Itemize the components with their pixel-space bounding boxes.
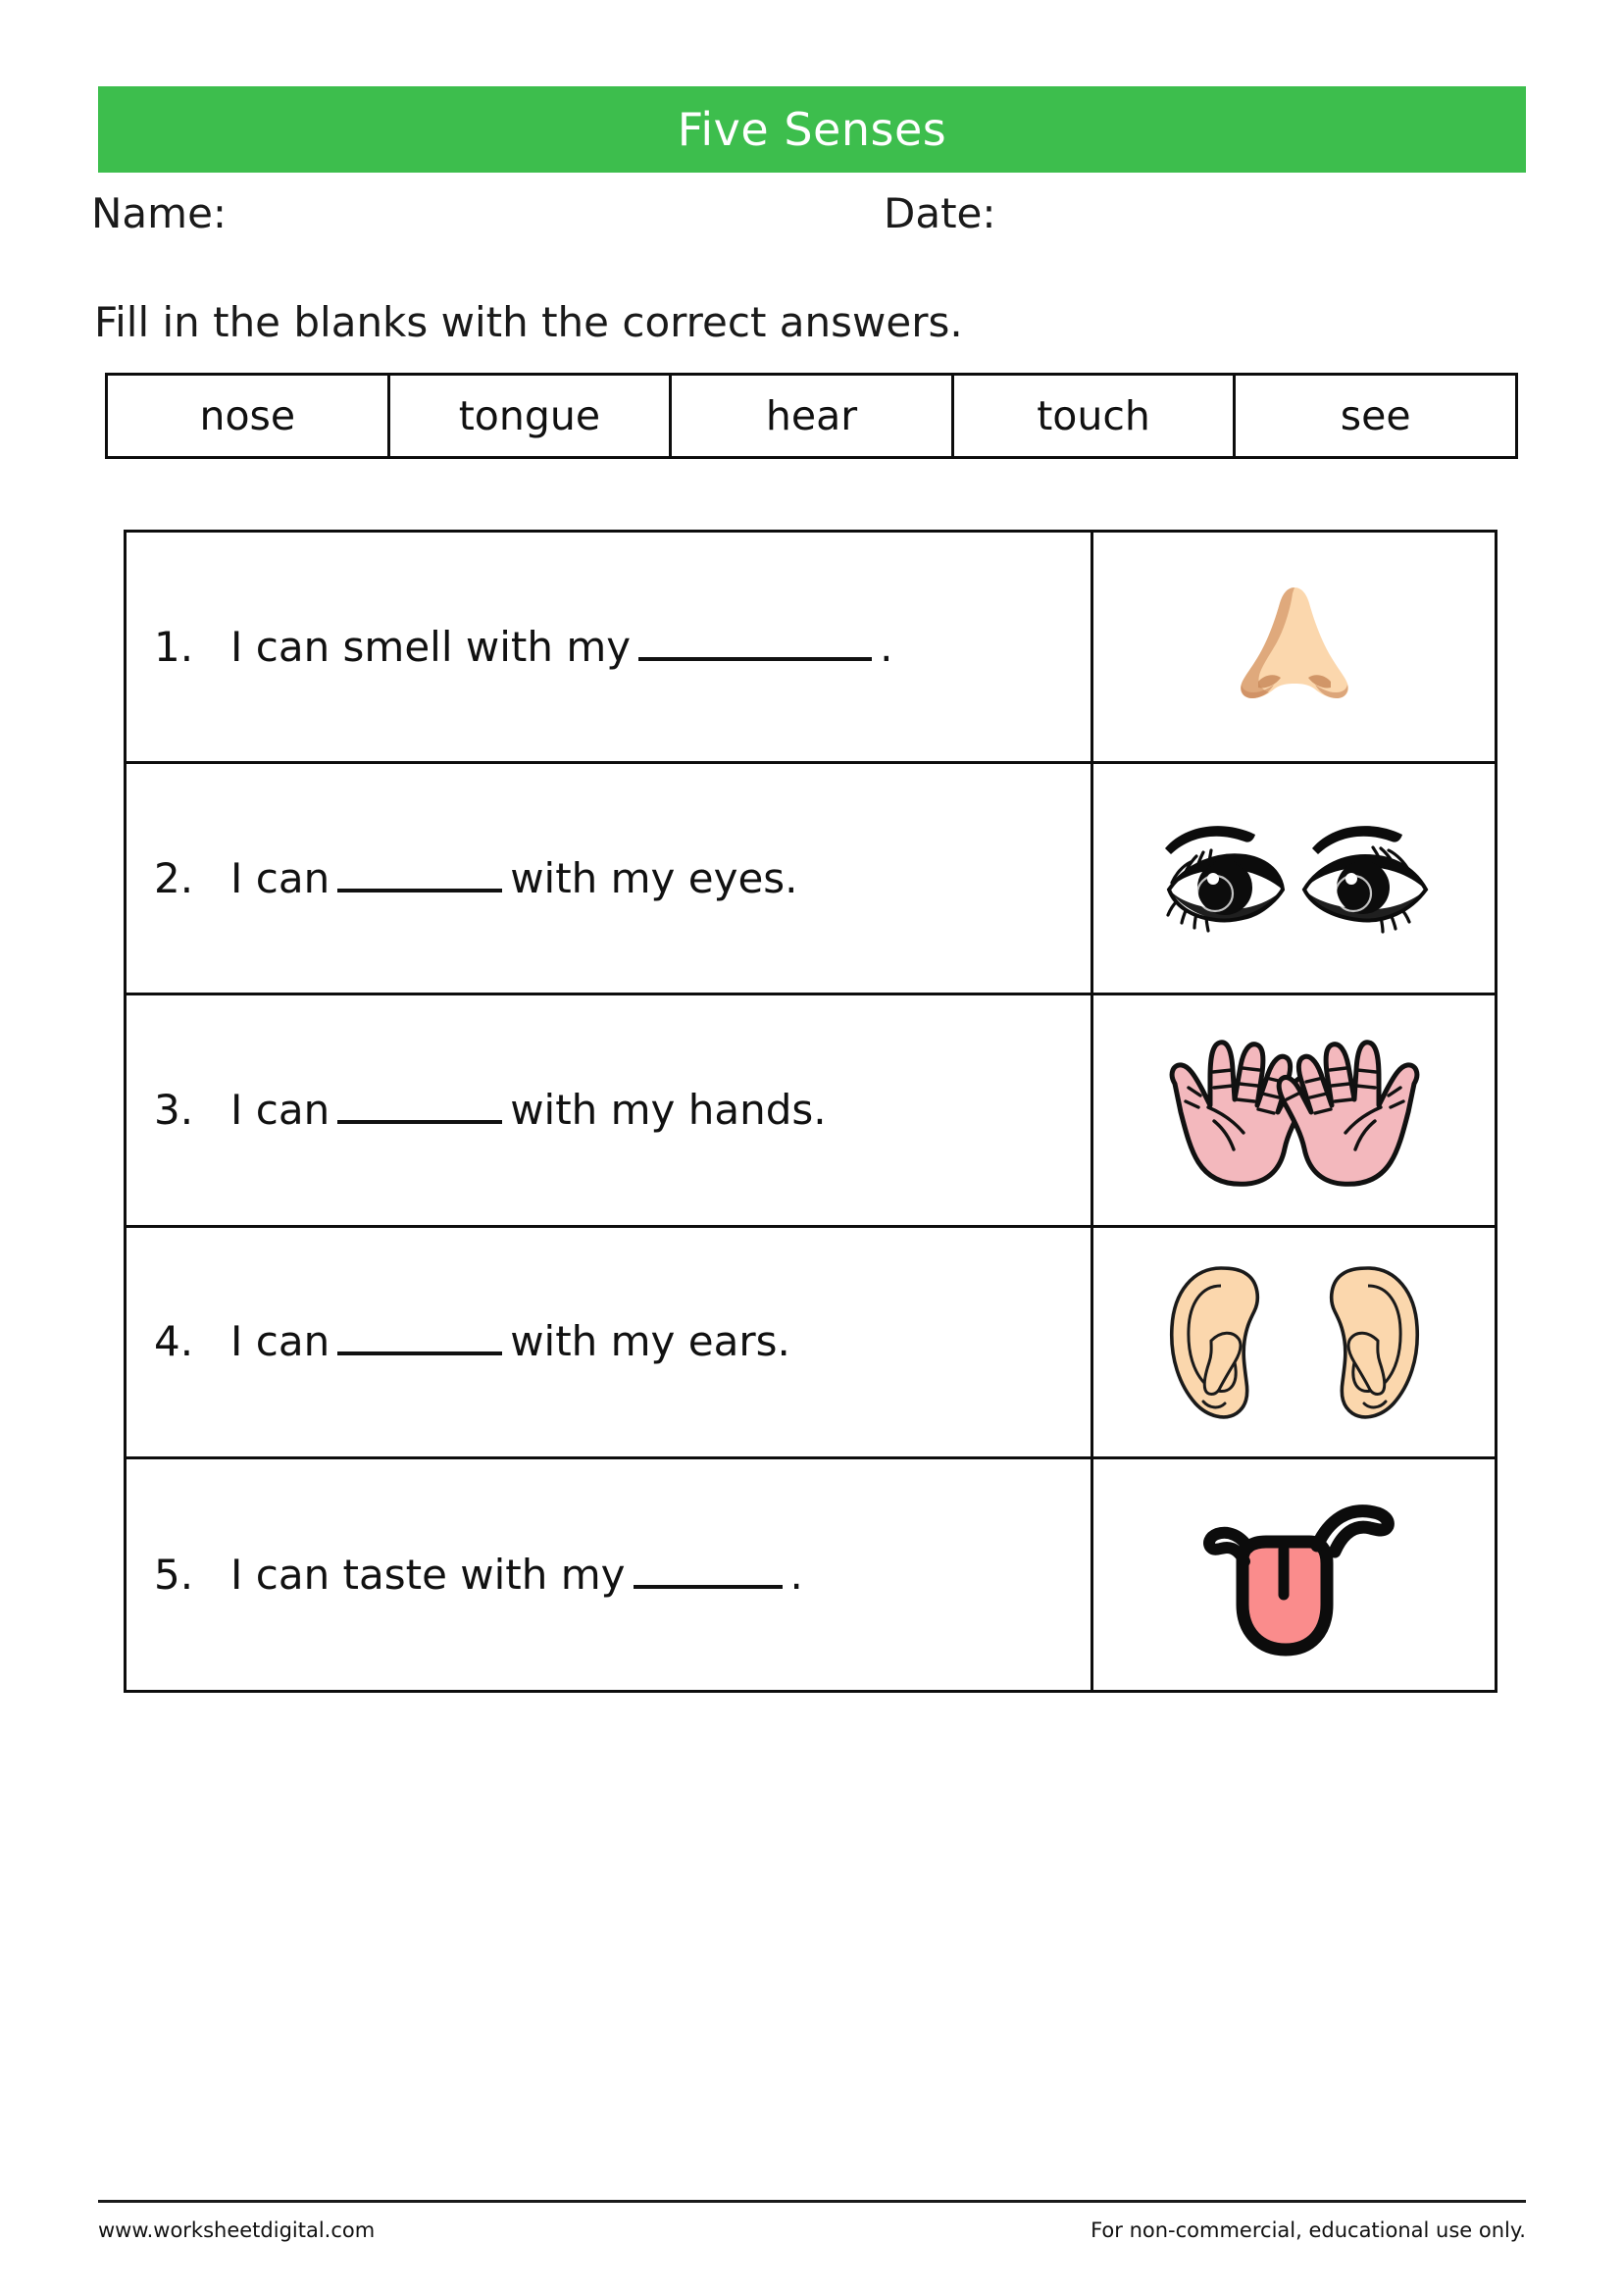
- ears-icon: [1152, 1256, 1437, 1428]
- table-row: [127, 533, 1495, 764]
- word-bank-item[interactable]: tongue: [390, 376, 673, 456]
- table-row: [127, 995, 1495, 1227]
- word-bank-item[interactable]: touch: [954, 376, 1237, 456]
- sentence-before: I can smell with my: [230, 622, 632, 671]
- eyes-icon: [1147, 805, 1442, 952]
- question-number: 5.: [154, 1550, 194, 1599]
- table-row: [127, 764, 1495, 995]
- sentence-after: with my hands.: [510, 1085, 827, 1134]
- sentence-before: I can taste with my: [230, 1550, 626, 1599]
- instruction-text: Fill in the blanks with the correct answers.: [94, 298, 963, 346]
- sentence-before: I can: [230, 1317, 330, 1366]
- question-image-cell: [1093, 764, 1495, 993]
- question-image-cell: [1093, 995, 1495, 1224]
- title-banner: [98, 86, 1526, 173]
- word-bank: [105, 373, 1518, 459]
- question-sentence: [230, 622, 893, 671]
- question-sentence: [230, 1550, 803, 1599]
- sentence-after: .: [789, 1550, 803, 1599]
- answer-blank[interactable]: [337, 1322, 502, 1355]
- footer-notice: For non-commercial, educational use only.: [1091, 2218, 1526, 2242]
- question-text-cell: [127, 995, 1093, 1224]
- sentence-after: with my ears.: [510, 1317, 790, 1366]
- question-sentence: [230, 1317, 790, 1366]
- nose-icon: [1196, 574, 1393, 721]
- question-sentence: [230, 853, 798, 902]
- word-bank-item[interactable]: hear: [672, 376, 954, 456]
- question-number: 3.: [154, 1085, 194, 1134]
- question-text-cell: [127, 533, 1093, 761]
- question-text-cell: [127, 1228, 1093, 1456]
- page-title: Five Senses: [677, 103, 947, 156]
- answer-blank[interactable]: [337, 859, 502, 892]
- date-label: Date:: [884, 189, 996, 237]
- word-bank-item[interactable]: see: [1340, 391, 1411, 439]
- questions-table: [124, 530, 1497, 1693]
- sentence-before: I can: [230, 1085, 330, 1134]
- question-number: 4.: [154, 1317, 194, 1366]
- question-image-cell: [1093, 1459, 1495, 1691]
- sentence-after: with my eyes.: [510, 853, 798, 902]
- question-number: 2.: [154, 853, 194, 902]
- sentence-before: I can: [230, 853, 330, 902]
- question-number: 1.: [154, 622, 194, 671]
- question-text-cell: [127, 1459, 1093, 1691]
- tongue-icon: [1182, 1487, 1407, 1663]
- question-sentence: [230, 1085, 827, 1134]
- table-row: [127, 1459, 1495, 1691]
- question-image-cell: [1093, 533, 1495, 761]
- name-date-row: [91, 189, 1523, 251]
- footer-website[interactable]: www.worksheetdigital.com: [98, 2218, 376, 2242]
- hands-icon: [1138, 1019, 1451, 1200]
- answer-blank[interactable]: [634, 1555, 783, 1589]
- footer-divider: [98, 2200, 1526, 2203]
- sentence-after: .: [880, 622, 893, 671]
- name-label: Name:: [91, 189, 228, 237]
- answer-blank[interactable]: [638, 628, 872, 661]
- table-row: [127, 1228, 1495, 1459]
- question-image-cell: [1093, 1228, 1495, 1456]
- question-text-cell: [127, 764, 1093, 993]
- answer-blank[interactable]: [337, 1091, 502, 1124]
- word-bank-item[interactable]: nose: [108, 376, 390, 456]
